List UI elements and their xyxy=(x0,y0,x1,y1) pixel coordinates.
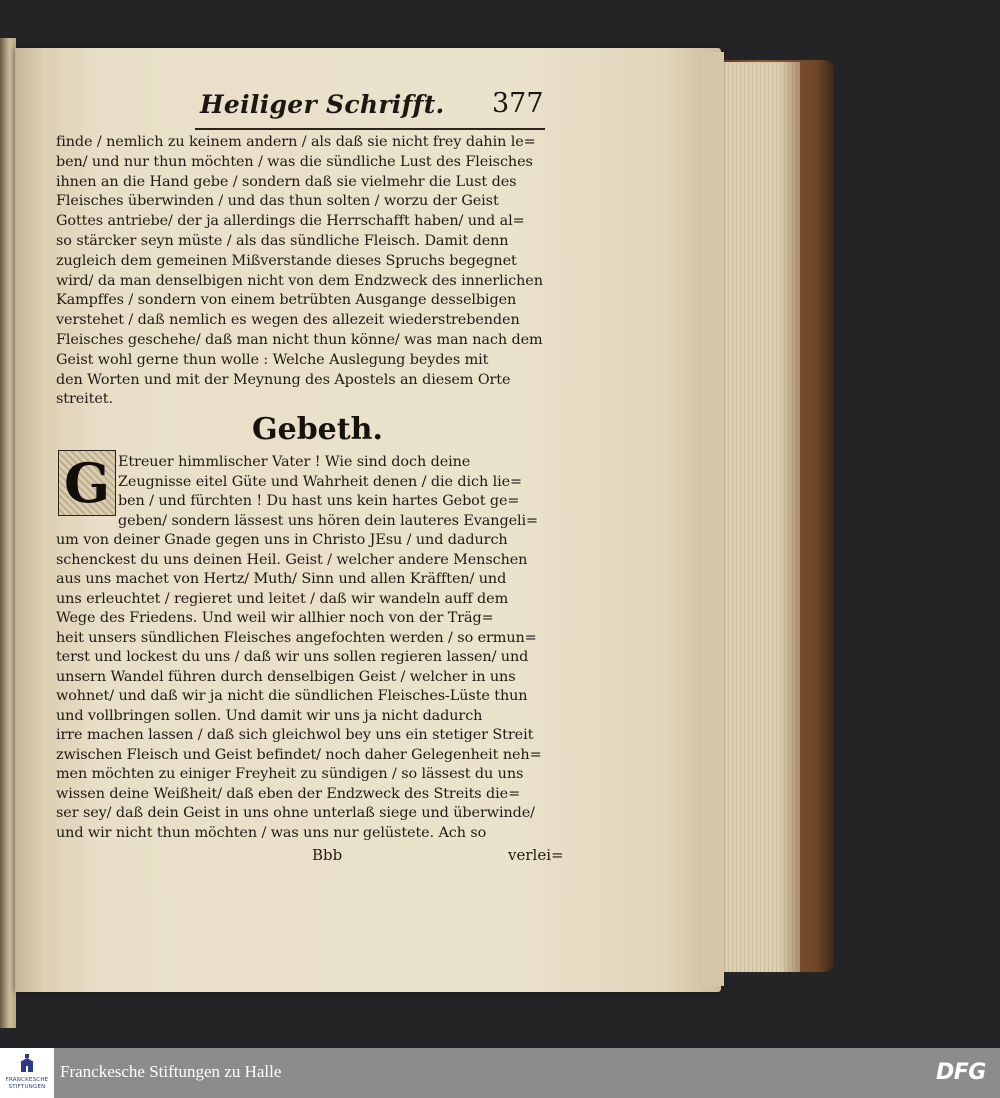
text-line: ben/ und nur thun möchten / was die sündliche Lust des Fleisches xyxy=(56,153,533,170)
text-line: Etreuer himmlischer Vater ! Wie sind doch deine xyxy=(118,454,471,470)
text-line: Geist wohl gerne thun wolle : Welche Auslegung beydes mit xyxy=(56,351,489,368)
text-line: ser sey/ daß dein Geist in uns ohne unterlaß siege und überwinde/ xyxy=(56,805,535,821)
text-line: schenckest du uns deinen Heil. Geist / welcher andere Menschen xyxy=(56,551,528,568)
text-line: so stärcker seyn müste / als das sündliche Fleisch. Damit denn xyxy=(56,233,509,249)
text-line: Fleisches überwinden / und das thun solten / worzu der Geist xyxy=(56,193,499,210)
text-line: Gottes antriebe/ der ja allerdings die Herrschafft haben/ und al= xyxy=(56,213,525,230)
text-line: zwischen Fleisch und Geist befindet/ noch daher Gelegenheit neh= xyxy=(56,746,542,763)
fore-edge-shadow xyxy=(780,62,802,972)
text-line: terst und lockest du uns / daß wir uns sollen regieren lassen/ und xyxy=(56,649,529,665)
text-line: und wir nicht thun möchten / was uns nur gelüstete. Ach so xyxy=(56,824,487,841)
section-heading: Gebeth. xyxy=(252,412,383,447)
text-line: ihnen an die Hand gebe / sondern daß sie vielmehr die Lust des xyxy=(56,173,517,190)
footer-bar xyxy=(0,1048,1000,1098)
text-line: uns erleuchtet / regieret und leitet / daß wir wandeln auff dem xyxy=(56,590,509,607)
text-line: finde / nemlich zu keinem andern / als daß sie nicht frey dahin le= xyxy=(56,134,536,150)
text-line: Zeugnisse eitel Güte und Wahrheit denen / die dich lie= xyxy=(118,473,522,490)
text-line: aus uns machet von Hertz/ Muth/ Sinn und allen Kräfften/ und xyxy=(56,571,507,587)
page-stack-edge xyxy=(700,52,724,986)
logo-text: FRANCKESCHE STIFTUNGEN xyxy=(5,1077,49,1090)
institution-logo[interactable] xyxy=(0,1048,54,1098)
head-rule xyxy=(195,128,545,130)
text-line: wissen deine Weißheit/ daß eben der Endzweck des Streits die= xyxy=(56,785,521,802)
text-line: den Worten und mit der Meynung des Apostels an diesem Orte xyxy=(56,371,511,388)
text-line: und vollbringen sollen. Und damit wir uns ja nicht dadurch xyxy=(56,707,483,724)
text-line: Kampffes / sondern von einem betrübten Ausgange desselbigen xyxy=(56,292,517,309)
running-head xyxy=(200,90,550,130)
text-line: unsern Wandel führen durch denselbigen Geist / welcher in uns xyxy=(56,668,516,685)
dfg-logo[interactable]: DFG xyxy=(936,1060,986,1085)
running-head-title: Heiliger Schrifft. xyxy=(200,90,445,119)
building-icon xyxy=(19,1054,35,1074)
page-number: 377 xyxy=(492,88,544,119)
catchword: verlei= xyxy=(508,846,564,864)
text-line: zugleich dem gemeinen Mißverstande dieses Spruchs begegnet xyxy=(56,252,517,269)
text-line: um von deiner Gnade gegen uns in Christo JEsu / und dadurch xyxy=(56,532,508,548)
text-line: verstehet / daß nemlich es wegen des allezeit wiederstrebenden xyxy=(56,312,520,329)
left-page-edge xyxy=(0,38,16,1028)
signature-mark: Bbb xyxy=(312,846,343,864)
text-line: heit unsers sündlichen Fleisches angefochten werden / so ermun= xyxy=(56,629,537,646)
text-line: geben/ sondern lässest uns hören dein lauteres Evangeli= xyxy=(118,512,538,529)
decorated-initial xyxy=(58,450,116,516)
text-line: wird/ da man denselbigen nicht von dem Endzweck des innerlichen xyxy=(56,272,543,289)
text-line: men möchten zu einiger Freyheit zu sündigen / so lässest du uns xyxy=(56,766,524,782)
initial-letter: G xyxy=(63,451,111,515)
text-line: irre machen lassen / daß sich gleichwol bey uns ein stetiger Streit xyxy=(56,727,534,743)
institution-name[interactable]: Franckesche Stiftungen zu Halle xyxy=(60,1062,282,1081)
text-line: streitet. xyxy=(56,391,113,408)
text-line: ben / und fürchten ! Du hast uns kein hartes Gebot ge= xyxy=(118,493,520,509)
text-line: wohnet/ und daß wir ja nicht die sündlichen Fleisches-Lüste thun xyxy=(56,688,528,704)
text-line: Fleisches geschehe/ daß man nicht thun könne/ was man nach dem xyxy=(56,332,543,348)
text-line: Wege des Friedens. Und weil wir allhier noch von der Träg= xyxy=(56,610,494,626)
